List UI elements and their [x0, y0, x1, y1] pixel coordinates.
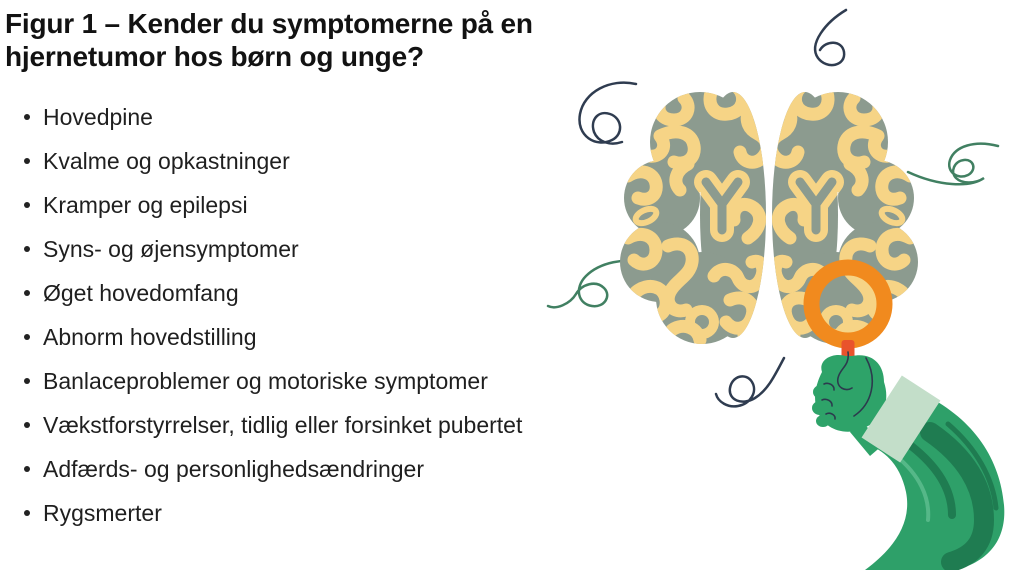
symptom-label: Rygsmerter: [43, 499, 162, 526]
bullet-icon: [24, 510, 30, 516]
bullet-icon: [24, 114, 30, 120]
doodle-swirl-icon: [908, 144, 998, 185]
symptom-label: Vækstforstyrrelser, tidlig eller forsinket pubertet: [43, 411, 523, 438]
symptom-label: Abnorm hovedstilling: [43, 323, 257, 350]
bullet-icon: [24, 466, 30, 472]
bullet-icon: [24, 422, 30, 428]
doodle-swirl-icon: [716, 358, 784, 406]
brain-right-hemisphere: [771, 88, 918, 344]
bullet-icon: [24, 290, 30, 296]
symptom-label: Kramper og epilepsi: [43, 191, 248, 218]
symptom-label: Kvalme og opkastninger: [43, 147, 290, 174]
symptom-label: Syns- og øjensymptomer: [43, 235, 299, 262]
brain-magnifier-illustration: [540, 0, 1024, 570]
bullet-icon: [24, 246, 30, 252]
symptom-label: Hovedpine: [43, 103, 153, 130]
figure-title: Figur 1 – Kender du symptomerne på en hjernetumor hos børn og unge?: [5, 8, 533, 72]
symptom-label: Adfærds- og personlighedsændringer: [43, 455, 424, 482]
bullet-icon: [24, 202, 30, 208]
bullet-icon: [24, 334, 30, 340]
brain-left-hemisphere: [620, 88, 767, 344]
doodle-swirl-icon: [579, 83, 636, 144]
bullet-icon: [24, 378, 30, 384]
symptom-label: Banlaceproblemer og motoriske symptomer: [43, 367, 488, 394]
bullet-icon: [24, 158, 30, 164]
doodle-swirl-icon: [815, 10, 846, 65]
symptom-label: Øget hovedomfang: [43, 279, 239, 306]
